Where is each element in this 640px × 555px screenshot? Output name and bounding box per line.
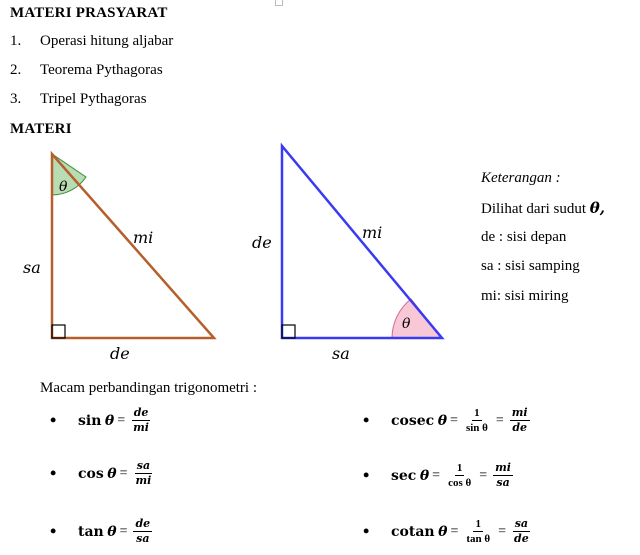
denominator: cos θ	[448, 477, 472, 489]
triangle-diagram-1	[0, 140, 240, 370]
triangle-2-shape	[282, 146, 442, 338]
triangle-1-hypotenuse-label: mi	[133, 228, 154, 247]
numerator: 1	[475, 518, 481, 530]
numerator: mi	[495, 461, 511, 474]
prereq-item-1	[10, 33, 173, 50]
right-angle-marker-2	[282, 325, 295, 338]
fraction-reciprocal	[464, 407, 490, 434]
fn-name: cos	[78, 465, 104, 482]
bullet: •	[50, 521, 57, 541]
theta: θ	[104, 412, 115, 429]
theta: θ	[107, 523, 117, 540]
denominator: sa	[136, 532, 150, 545]
theta: θ	[107, 465, 117, 482]
formula-sin	[50, 407, 154, 434]
numerator: de	[135, 517, 151, 530]
equals: =	[432, 467, 441, 483]
denominator: de	[512, 421, 528, 434]
theta: θ	[419, 467, 430, 484]
bullet: •	[363, 465, 370, 485]
equals: =	[450, 523, 459, 539]
bullet: •	[363, 410, 370, 430]
prereq-item-text: Tripel Pythagoras	[40, 91, 147, 107]
fn-name: sec	[391, 467, 417, 484]
formula-tan	[50, 518, 155, 545]
legend-angle-text: Dilihat dari sudut	[481, 201, 586, 217]
prereq-item-2	[10, 62, 163, 79]
numerator: 1	[456, 462, 463, 474]
fraction-sides	[493, 462, 513, 489]
equals: =	[117, 412, 126, 428]
equals: =	[479, 467, 488, 483]
cursor-marker	[275, 0, 283, 6]
triangle-1-left-side-label: sa	[23, 258, 41, 277]
legend-line-mi: mi: sisi miring	[481, 288, 569, 304]
equals: =	[119, 523, 128, 539]
numerator: mi	[511, 406, 528, 419]
fn-name: sin	[78, 412, 102, 429]
numerator: de	[133, 406, 149, 419]
angle-theta-arc-2	[392, 299, 442, 338]
equals: =	[498, 523, 507, 539]
right-angle-marker-1	[52, 325, 65, 338]
prereq-item-number: 2.	[10, 62, 22, 78]
heading-materi: MATERI	[10, 121, 72, 137]
triangle-2-left-side-label: de	[252, 233, 272, 252]
fn-name: cotan	[391, 523, 435, 540]
triangle-2-hypotenuse-label: mi	[362, 223, 383, 242]
prereq-item-number: 1.	[10, 33, 22, 49]
legend-theta-symbol: θ,	[589, 199, 605, 217]
formula-cosec	[363, 407, 533, 434]
fraction-reciprocal	[464, 518, 492, 545]
formula-sec	[363, 462, 516, 489]
legend-title: Keterangan :	[481, 170, 561, 186]
legend-line-sa: sa : sisi samping	[481, 258, 580, 274]
fraction	[131, 407, 151, 434]
intro-text: Macam perbandingan trigonometri :	[40, 380, 258, 396]
fn-name: tan	[78, 523, 104, 540]
prereq-item-text: Operasi hitung aljabar	[40, 33, 174, 49]
theta: θ	[438, 523, 448, 540]
fn-name: cosec	[391, 412, 435, 429]
equals: =	[495, 412, 504, 428]
bullet: •	[50, 463, 57, 483]
triangle-2-bottom-side-label: sa	[332, 344, 350, 363]
triangle-diagram-2	[240, 140, 470, 370]
prereq-item-3	[10, 91, 147, 108]
triangle-1-bottom-side-label: de	[110, 344, 130, 363]
equals: =	[119, 465, 128, 481]
denominator: mi	[133, 421, 149, 434]
denominator: mi	[135, 474, 152, 487]
triangle-2-angle-label: θ	[402, 316, 411, 332]
heading-prerequisites: MATERI PRASYARAT	[10, 5, 168, 21]
bullet: •	[50, 410, 57, 430]
prereq-item-text: Teorema Pythagoras	[40, 62, 163, 78]
triangle-1-angle-label: θ	[59, 179, 68, 195]
fraction-sides	[512, 518, 531, 545]
fraction-reciprocal	[446, 462, 473, 489]
denominator: de	[514, 532, 529, 545]
fraction-sides	[510, 407, 530, 434]
legend-line-de: de : sisi depan	[481, 229, 567, 245]
formula-cotan	[363, 518, 534, 545]
prereq-item-number: 3.	[10, 91, 22, 107]
denominator: sa	[496, 476, 510, 489]
bullet: •	[363, 521, 370, 541]
theta: θ	[437, 412, 448, 429]
numerator: sa	[514, 517, 529, 530]
numerator: sa	[136, 459, 151, 472]
denominator: tan θ	[466, 533, 491, 545]
equals: =	[450, 412, 458, 428]
numerator: 1	[474, 407, 480, 419]
legend-line-angle	[481, 199, 605, 218]
fraction	[133, 518, 152, 545]
fraction	[134, 460, 154, 487]
denominator: sin θ	[465, 422, 488, 434]
formula-cos	[50, 460, 156, 487]
